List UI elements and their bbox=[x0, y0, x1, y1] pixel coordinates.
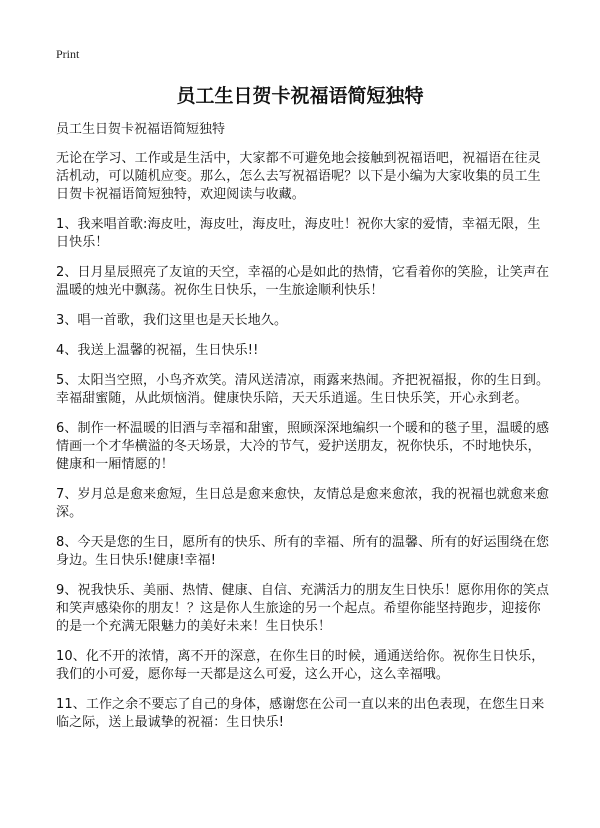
wish-item-7: 7、岁月总是愈来愈短，生日总是愈来愈快，友情总是愈来愈浓，我的祝福也就愈来愈深。 bbox=[56, 487, 550, 520]
wish-item-9: 9、祝我快乐、美丽、热情、健康、自信、充满活力的朋友生日快乐！愿你用你的笑点和笑声感染你的朋友！？这是你人生旅途的另一个起点。希望你能坚持跑步，迎接你的是一个充满无限魅力的美好未来！生日快乐！ bbox=[56, 583, 550, 634]
wish-item-6: 6、制作一杯温暖的旧酒与幸福和甜蜜，照顾深深地编织一个暖和的毯子里，温暖的感情画一个才华横溢的冬天场景，大冷的节气，爱护送朋友，祝你快乐，不时地快乐，健康和一厢情愿的！ bbox=[56, 421, 550, 472]
intro-paragraph: 无论在学习、工作或是生活中，大家都不可避免地会接触到祝福语吧，祝福语在往灵活机动，可以随机应变。那么，怎么去写祝福语呢？以下是小编为大家收集的员工生日贺卡祝福语简短独特，欢迎阅读与收藏。 bbox=[56, 151, 541, 202]
wish-item-1: 1、我来唱首歌:海皮吐，海皮吐，海皮吐，海皮吐！祝你大家的爱情，幸福无限，生日快乐！ bbox=[56, 217, 541, 250]
print-link[interactable]: Print bbox=[56, 47, 80, 61]
wish-item-3: 3、唱一首歌，我们这里也是天长地久。 bbox=[56, 313, 288, 328]
article-body bbox=[56, 150, 552, 744]
wish-item-2: 2、日月星辰照亮了友谊的天空，幸福的心是如此的热情，它看着你的笑脸，让笑声在温暖的烛光中飘荡。祝你生日快乐，一生旅途顺利快乐！ bbox=[56, 265, 550, 298]
wish-item-10: 10、化不开的浓情，离不开的深意，在你生日的时候，通通送给你。祝你生日快乐，我们的小可爱，愿你每一天都是这么可爱，这么开心，这么幸福哦。 bbox=[56, 649, 545, 682]
wish-item-4: 4、我送上温馨的祝福，生日快乐!! bbox=[56, 343, 259, 358]
wish-item-8: 8、今天是您的生日，愿所有的快乐、所有的幸福、所有的温馨、所有的好运围绕在您身边。生日快乐!健康!幸福! bbox=[56, 535, 550, 568]
article-subtitle: 员工生日贺卡祝福语简短独特 bbox=[56, 122, 226, 137]
wish-item-11: 11、工作之余不要忘了自己的身体，感谢您在公司一直以来的出色表现，在您生日来临之际，送上最诚挚的祝福：生日快乐! bbox=[56, 697, 545, 730]
page-title: 员工生日贺卡祝福语简短独特 bbox=[176, 85, 424, 107]
wish-item-5: 5、太阳当空照，小鸟齐欢笑。清风送清凉，雨露来热闹。齐把祝福报，你的生日到。幸福甜蜜随，从此烦恼消。健康快乐陪，天天乐逍遥。生日快乐笑，开心永到老。 bbox=[56, 373, 550, 406]
